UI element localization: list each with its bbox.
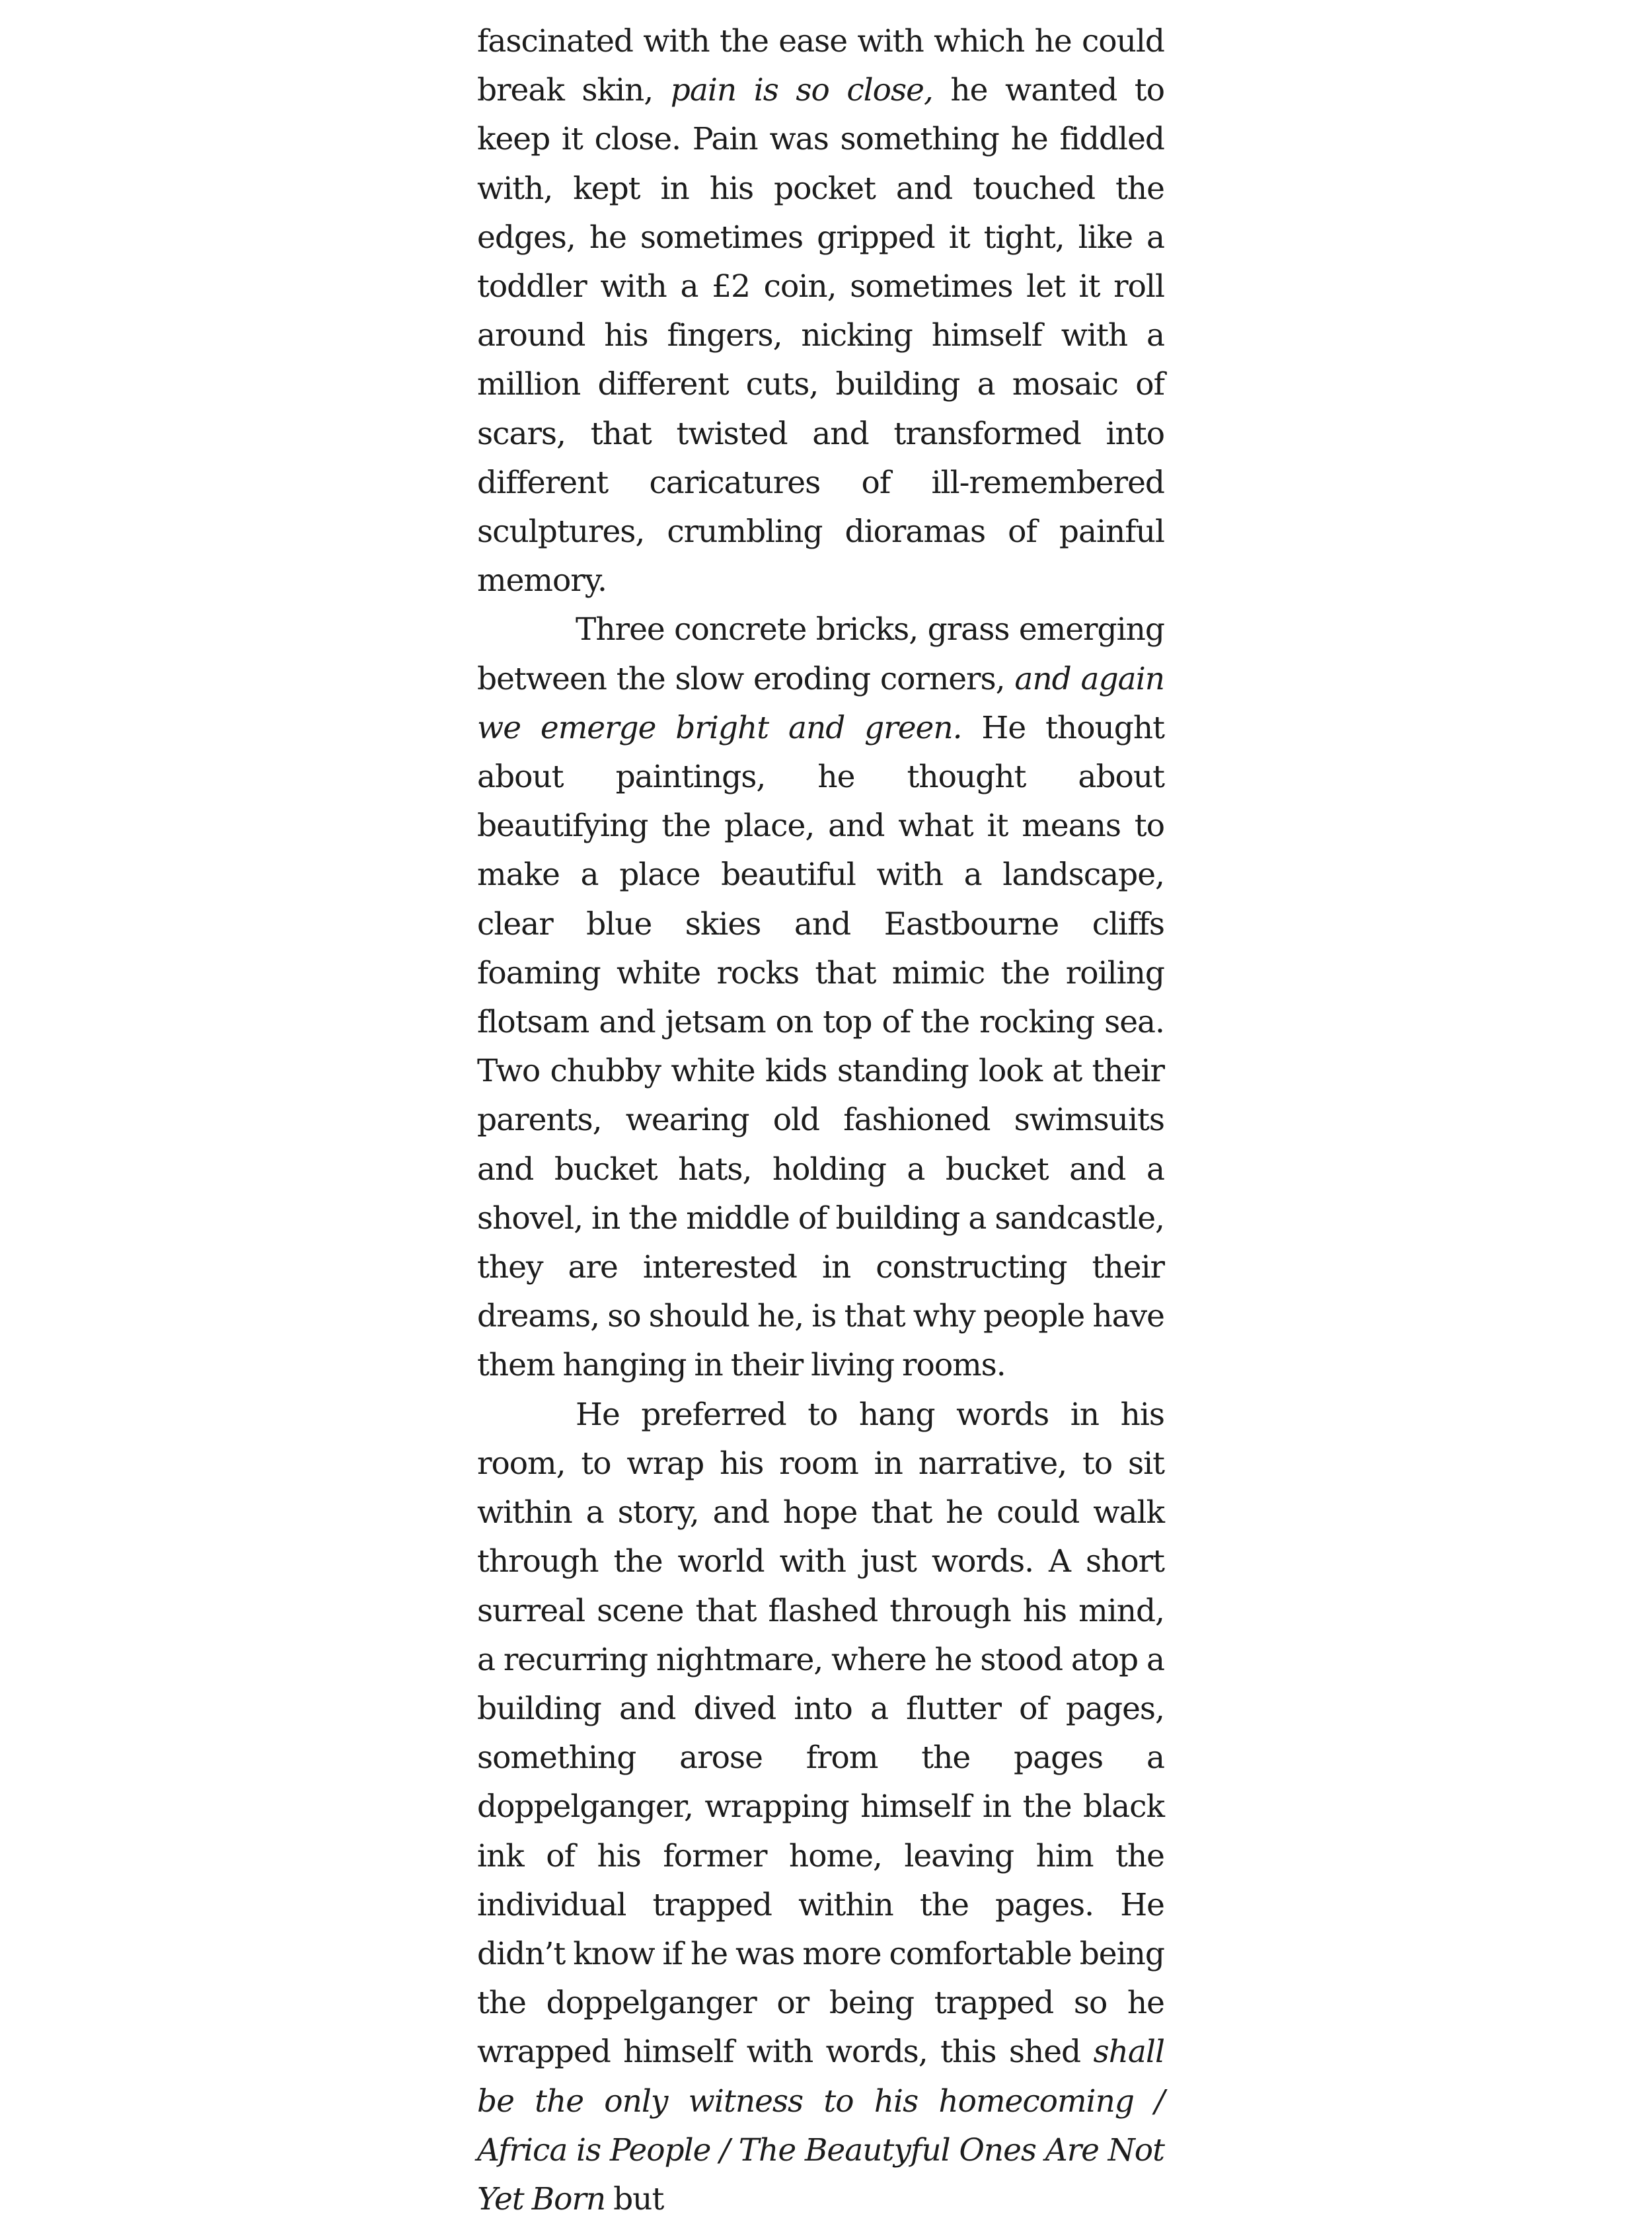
paragraph-1-text: fascinated with the ease with which he could break skin, <box>477 23 1164 109</box>
italic-phrase: pain is so close, <box>670 72 933 109</box>
paragraph-2-text: He thought about paintings, he thought about beautifying the place, and what it means to make a place beautiful with a landscape, clear blue skies and Eastbourne cliffs foaming white rocks that mimic the roiling flotsam and jetsam on top of the rocking sea. Two chubby white kids standing look at their parents, wearing old fashioned swimsuits and bucket hats, holding a bucket and a shovel, in the middle of building a sandcastle, they are interested in constructing their dreams, so should he, is that why people have them hanging in their living rooms. <box>477 709 1165 1384</box>
text-column <box>477 17 1164 2224</box>
paragraph-1-text: he wanted to keep it close. Pain was something he fiddled with, kept in his pocket and touched the edges, he sometimes gripped it tight, like a toddler with a £2 coin, sometimes let it roll around his fingers, nicking himself with a million different cuts, building a mosaic of scars, that twisted and transformed into different caricatures of ill-remembered sculptures, crumbling dioramas of painful memory. <box>477 72 1164 599</box>
paragraph-1 <box>477 17 1164 605</box>
italic-phrase: shall be the only witness to his homecoming / Africa is People / The Beautyful Ones Are Not Yet Born <box>477 2034 1164 2217</box>
paragraph-3 <box>477 1391 1164 2224</box>
paragraph-2 <box>477 605 1164 1390</box>
paragraph-2-text: Three concrete bricks, grass emerging between the slow eroding corners, <box>477 611 1164 697</box>
paragraph-3-text: but <box>605 2180 664 2217</box>
paragraph-3-text: He preferred to hang words in his room, to wrap his room in narrative, to sit within a story, and hope that he could walk through the world with just words. A short surreal scene that flashed through his mind, a recurring nightmare, where he stood atop a building and dived into a flutter of pages, something arose from the pages a doppelganger, wrapping himself in the black ink of his former home, leaving him the individual trapped within the pages. He didn’t know if he was more comfortable being the doppelganger or being trapped so he wrapped himself with words, this shed <box>477 1396 1164 2071</box>
italic-phrase: and again we emerge bright and green. <box>477 660 1164 746</box>
